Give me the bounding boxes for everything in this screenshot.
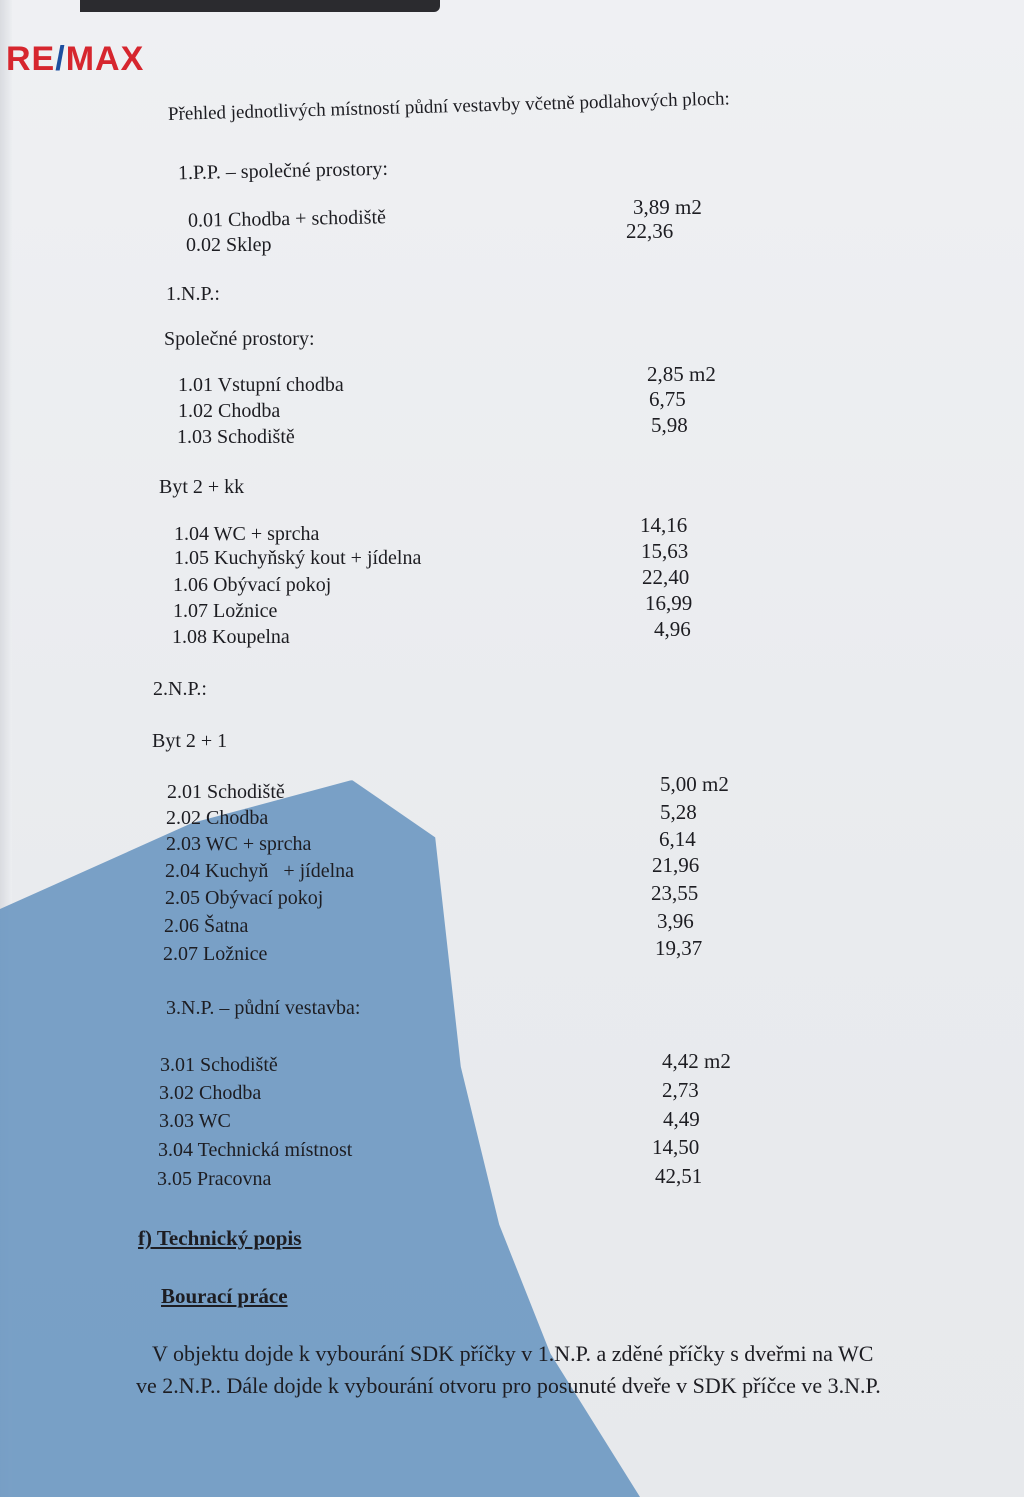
- room-area: 4,49: [663, 1107, 700, 1131]
- section-subtitle: Společné prostory:: [164, 328, 315, 350]
- room-area: 5,28: [660, 800, 697, 824]
- section-title: 3.N.P. – půdní vestavba:: [166, 997, 361, 1019]
- room-name: 0.02 Sklep: [186, 234, 272, 256]
- room-name: 2.07 Ložnice: [163, 943, 268, 965]
- demolition-heading: Bourací práce: [161, 1284, 288, 1308]
- room-area: 22,36: [626, 219, 674, 243]
- remax-logo: RE/MAX: [6, 40, 145, 78]
- room-area: 2,85 m2: [647, 362, 716, 386]
- paragraph-line-2: ve 2.N.P.. Dále dojde k vybourání otvoru pro posunuté dveře v SDK příčce ve 3.N.P.: [136, 1373, 881, 1398]
- room-name: 0.01 Chodba + schodiště: [187, 206, 387, 232]
- section-title: 2.N.P.:: [153, 678, 207, 700]
- room-name: 2.04 Kuchyň + jídelna: [165, 860, 355, 882]
- room-name: 3.05 Pracovna: [157, 1168, 272, 1190]
- room-name: 2.03 WC + sprcha: [166, 833, 312, 855]
- room-area: 3,89 m2: [633, 195, 702, 219]
- room-area: 19,37: [655, 936, 703, 960]
- room-name: 2.05 Obývací pokoj: [165, 887, 324, 909]
- room-name: 2.02 Chodba: [166, 807, 269, 829]
- room-area: 14,50: [652, 1135, 700, 1159]
- intro-text: Přehled jednotlivých místností půdní vestavby včetně podlahových ploch:: [167, 88, 731, 125]
- room-name: 3.04 Technická místnost: [158, 1139, 353, 1161]
- room-name: 1.05 Kuchyňský kout + jídelna: [174, 547, 422, 569]
- room-area: 42,51: [655, 1164, 703, 1188]
- room-name: 1.02 Chodba: [178, 400, 281, 422]
- room-name: 1.07 Ložnice: [173, 600, 278, 622]
- room-area: 14,16: [640, 513, 688, 537]
- room-area: 21,96: [652, 853, 700, 877]
- room-name: 3.03 WC: [159, 1110, 231, 1132]
- room-area: 23,55: [651, 881, 699, 905]
- room-name: 2.01 Schodiště: [167, 781, 285, 803]
- room-area: 15,63: [641, 539, 689, 563]
- section-title: Byt 2 + kk: [159, 476, 245, 498]
- paragraph-line-1: V objektu dojde k vybourání SDK příčky v 1.N.P. a zděné příčky s dveřmi na WC: [152, 1341, 874, 1366]
- room-area: 5,00 m2: [660, 772, 729, 796]
- room-name: 3.02 Chodba: [159, 1082, 262, 1104]
- section-title: 1.N.P.:: [166, 283, 220, 305]
- section-subtitle: Byt 2 + 1: [152, 730, 228, 752]
- room-area: 4,96: [654, 617, 691, 641]
- tech-heading: f) Technický popis: [138, 1226, 302, 1250]
- room-name: 1.06 Obývací pokoj: [173, 574, 332, 596]
- room-area: 22,40: [642, 565, 690, 589]
- room-area: 3,96: [657, 909, 694, 933]
- room-name: 1.01 Vstupní chodba: [178, 374, 344, 396]
- room-name: 3.01 Schodiště: [160, 1054, 278, 1076]
- room-name: 1.08 Koupelna: [172, 626, 290, 648]
- room-area: 5,98: [651, 413, 688, 437]
- room-area: 2,73: [662, 1078, 699, 1102]
- section-title: 1.P.P. – společné prostory:: [177, 157, 389, 185]
- room-name: 1.03 Schodiště: [177, 426, 295, 448]
- room-area: 6,14: [659, 827, 696, 851]
- room-area: 6,75: [649, 387, 686, 411]
- room-area: 4,42 m2: [662, 1049, 731, 1073]
- room-area: 16,99: [645, 591, 693, 615]
- room-name: 2.06 Šatna: [164, 915, 249, 937]
- room-name: 1.04 WC + sprcha: [174, 523, 320, 545]
